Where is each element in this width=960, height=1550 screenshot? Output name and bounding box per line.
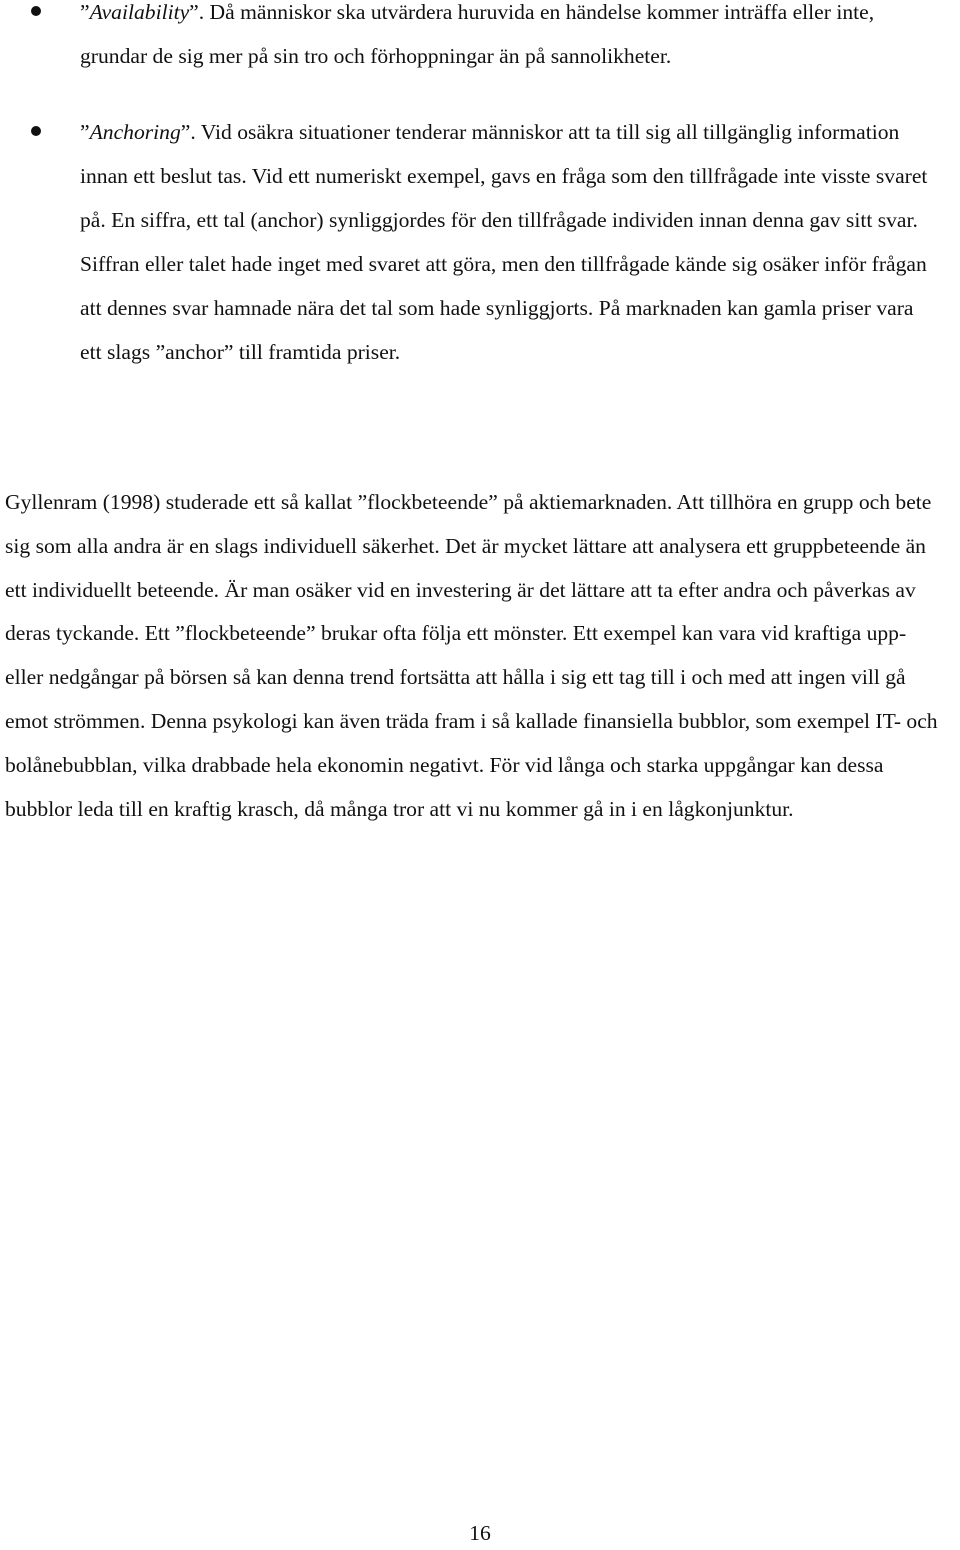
bullet-list: [0, 0, 960, 374]
bullet-item-availability: [0, 0, 960, 78]
bullet-icon: [31, 6, 41, 16]
page-number: 16: [469, 1521, 491, 1545]
bullet-term: Anchoring: [89, 120, 181, 144]
bullet-text: ”Anchoring”. Vid osäkra situationer tenderar människor att ta till sig all tillgänglig information innan ett beslut tas. Vid ett numeriskt exempel, gavs en fråga som den tillfrågade inte visste svaret på. En siffra, ett tal (anchor) synliggjordes för den tillfrågade individen innan denna gav sitt svar. Siffran eller talet hade inget med svaret att göra, men den tillfrågade kände sig osäker inför frågan att dennes svar hamnade nära det tal som hade synliggjorts. På marknaden kan gamla priser vara ett slags ”anchor” till framtida priser.: [80, 120, 928, 364]
bullet-icon: [31, 126, 41, 136]
bullet-term: Availability: [89, 0, 190, 24]
bullet-item-anchoring: [0, 110, 960, 374]
body-paragraph: Gyllenram (1998) studerade ett så kallat ”flockbeteende” på aktiemarknaden. Att tillhöra en grupp och bete sig som alla andra är en slags individuell säkerhet. Det är mycket lättare att analysera ett gruppbeteende än ett individuellt beteende. Är man osäker vid en investering är det lättare att ta efter andra och påverkas av deras tyckande. Ett ”flockbeteende” brukar ofta följa ett mönster. Ett exempel kan vara vid kraftiga upp- eller nedgångar på börsen så kan denna trend fortsätta att hålla i sig ett tag till i och med att ingen vill gå emot strömmen. Denna psykologi kan även träda fram i så kallade finansiella bubblor, som exempel IT- och bolånebubblan, vilka drabbade hela ekonomin negativt. För vid långa och starka uppgångar kan dessa bubblor leda till en kraftig krasch, då många tror att vi nu kommer gå in i en lågkonjunktur.: [5, 490, 938, 821]
bullet-text: ”Availability”. Då människor ska utvärdera huruvida en händelse kommer inträffa eller inte, grundar de sig mer på sin tro och förhoppningar än på sannolikheter.: [80, 0, 875, 68]
